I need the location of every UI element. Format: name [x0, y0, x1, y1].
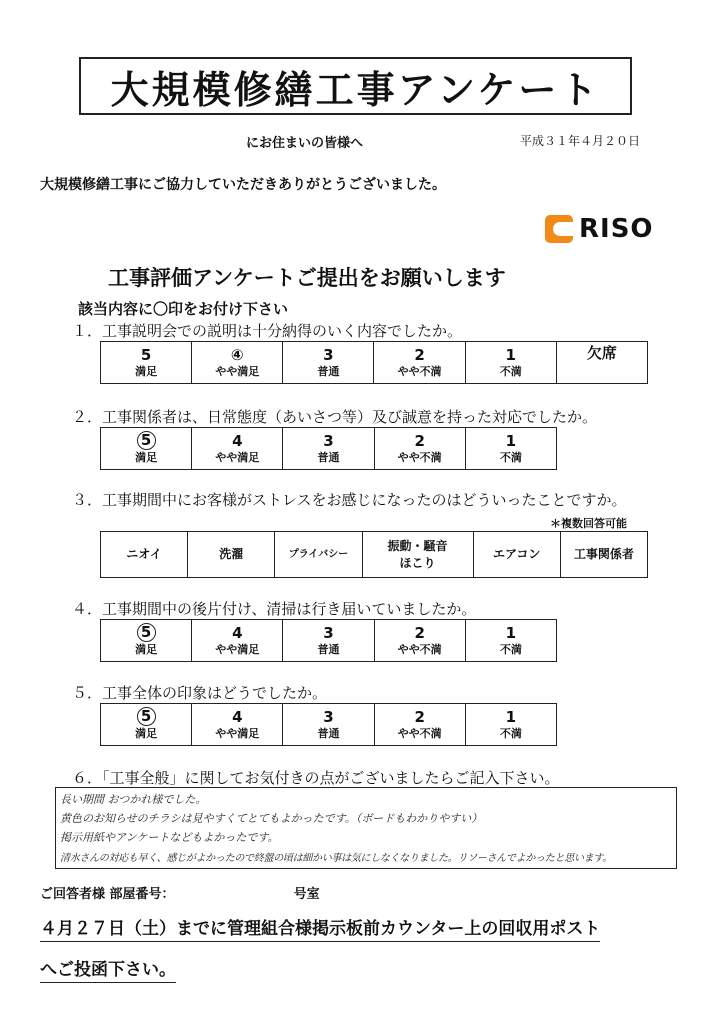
option-number: 5 [140, 345, 152, 364]
q2-option-5[interactable] [101, 428, 192, 470]
question-1-scale [100, 341, 648, 384]
q2-selected-circle: 5 [137, 431, 156, 450]
option-label: ほこり [399, 555, 436, 570]
q1-option-5[interactable] [101, 342, 192, 384]
option-number: 2 [414, 707, 425, 726]
question-5-text: ５．工事全体の印象はどうでしたか。 [72, 684, 328, 702]
option-number: 2 [414, 431, 425, 450]
q1-option-3[interactable] [283, 342, 374, 384]
multiple-answer-note: ＊複数回答可能 [550, 517, 627, 530]
handwritten-line: 清水さんの対応も早く、感じがよかったので終盤の頃は細かい事は気にしなくなりました。リソーさんでよかったと思います。 [60, 853, 612, 864]
handwritten-line: 長い期間 おつかれ様でした。 [60, 793, 207, 806]
option-label: 満足 [135, 451, 158, 464]
q5-option-1[interactable] [465, 704, 556, 746]
option-label: 不満 [499, 726, 522, 740]
handwritten-line: 黄色のお知らせのチラシは見やすくてとてもよかったです。（ボードもわかりやすい） [60, 812, 483, 825]
option-number: 3 [323, 345, 334, 364]
q5-option-2[interactable] [374, 704, 465, 746]
option-label: やや不満 [397, 364, 442, 378]
option-label: 満足 [135, 364, 158, 378]
option-label: 普通 [317, 364, 340, 378]
option-number: 2 [414, 345, 425, 364]
option-number: 4 [232, 623, 243, 642]
option-number: 2 [414, 623, 425, 642]
q3-option-workers[interactable]: 工事関係者 [560, 532, 647, 578]
comment-box[interactable] [55, 787, 677, 869]
riso-logo [545, 214, 654, 244]
instruction-text: 該当内容に〇印をお付け下さい [78, 300, 289, 318]
option-label: 普通 [317, 642, 340, 656]
survey-subtitle: 工事評価アンケートご提出をお願いします [108, 266, 506, 290]
document-title: 大規模修繕工事アンケート [110, 67, 601, 112]
q5-option-3[interactable] [283, 704, 374, 746]
option-label: 不満 [499, 642, 522, 656]
q3-option-privacy[interactable]: プライバシー [275, 532, 362, 578]
room-suffix: 号室 [293, 887, 320, 902]
option-label: 普通 [317, 726, 340, 740]
q2-option-2[interactable] [374, 428, 465, 470]
deadline-text-2: へご投函下さい。 [40, 960, 176, 983]
q4-selected-circle: 5 [137, 623, 156, 642]
question-2-scale [100, 427, 557, 470]
q1-option-absent[interactable] [556, 342, 647, 384]
title-box [79, 57, 632, 115]
option-label: やや満足 [215, 726, 260, 740]
q4-option-2[interactable] [374, 620, 465, 662]
option-label: やや満足 [215, 364, 260, 378]
option-number: 3 [323, 431, 334, 450]
option-label: やや不満 [397, 450, 442, 464]
option-number: 4 [232, 707, 243, 726]
question-4-scale [100, 619, 557, 662]
q5-option-5[interactable] [101, 704, 192, 746]
option-number: 3 [323, 623, 334, 642]
q4-option-1[interactable] [465, 620, 556, 662]
q1-option-4[interactable] [192, 342, 283, 384]
option-label: 振動・騒音 [387, 538, 448, 553]
question-6-text: ６．「工事全般」に関してお気付きの点がございましたらご記入下さい。 [72, 769, 560, 787]
q4-option-3[interactable] [283, 620, 374, 662]
q3-option-smell[interactable]: ニオイ [101, 532, 188, 578]
option-number: 欠席 [586, 344, 617, 362]
question-1-text: １．工事説明会での説明は十分納得のいく内容でしたか。 [72, 322, 463, 340]
option-label: やや満足 [215, 642, 260, 656]
option-number: 1 [505, 431, 517, 450]
question-4-text: ４．工事期間中の後片付け、清掃は行き届いていましたか。 [72, 600, 477, 618]
addressee: にお住まいの皆様へ [246, 136, 364, 151]
q3-option-aircon[interactable]: エアコン [473, 532, 560, 578]
option-label: やや不満 [397, 642, 442, 656]
q2-option-1[interactable] [465, 428, 556, 470]
q1-option-1[interactable] [465, 342, 556, 384]
deadline-line-2 [40, 955, 176, 980]
q3-option-laundry[interactable]: 洗濯 [188, 532, 275, 578]
question-2-text: ２．工事関係者は、日常態度（あいさつ等）及び誠意を持った対応でしたか。 [72, 408, 598, 426]
option-number: ④ [230, 345, 244, 364]
option-number: 1 [505, 707, 517, 726]
deadline-line-1 [40, 914, 600, 939]
deadline-text-1: ４月２７日（土）までに管理組合様掲示板前カウンター上の回収用ポスト [40, 919, 600, 942]
option-number: 1 [505, 623, 517, 642]
handwritten-line: 掲示用紙やアンケートなどもよかったです。 [60, 831, 279, 844]
option-label: 満足 [135, 727, 158, 740]
option-label: やや不満 [397, 726, 442, 740]
q5-selected-circle: 5 [137, 707, 156, 726]
option-number: 4 [232, 431, 243, 450]
option-label: 満足 [135, 643, 158, 656]
question-3-options [100, 531, 648, 578]
q2-option-3[interactable] [283, 428, 374, 470]
option-label: 不満 [499, 364, 522, 378]
option-number: 1 [505, 345, 516, 364]
q4-option-5[interactable] [101, 620, 192, 662]
q2-option-4[interactable] [192, 428, 283, 470]
option-label: 不満 [499, 450, 522, 464]
q5-option-4[interactable] [192, 704, 283, 746]
question-5-scale [100, 703, 557, 746]
thanks-message: 大規模修繕工事にご協力していただきありがとうございました。 [40, 177, 446, 193]
respondent-label: ご回答者様 部屋番号： [40, 887, 175, 902]
question-3-text: ３．工事期間中にお客様がストレスをお感じになったのはどういったことですか。 [72, 491, 627, 509]
q1-option-2[interactable] [374, 342, 465, 384]
riso-logo-mark [545, 215, 573, 243]
riso-logo-text: RISO [579, 214, 654, 244]
option-number: 3 [323, 707, 334, 726]
q4-option-4[interactable] [192, 620, 283, 662]
respondent-room [40, 883, 320, 902]
option-label: 普通 [317, 450, 340, 464]
q3-option-vibration-noise[interactable] [362, 532, 473, 578]
document-date: 平成３１年４月２０日 [520, 134, 641, 148]
option-label: やや満足 [215, 450, 260, 464]
